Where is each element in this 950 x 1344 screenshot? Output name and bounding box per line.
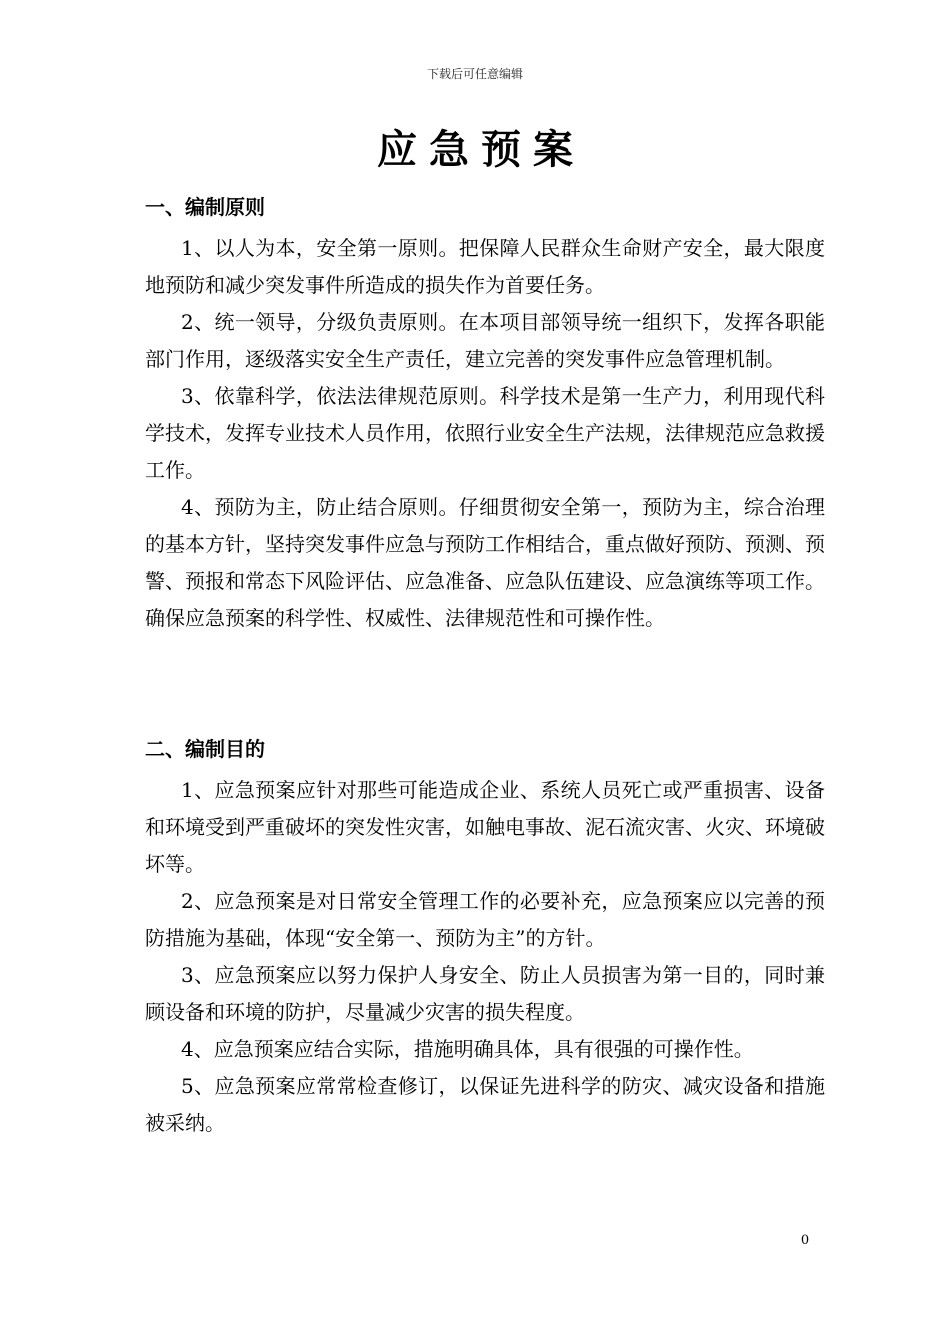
paragraph: 3、应急预案应以努力保护人身安全、防止人员损害为第一目的，同时兼顾设备和环境的防护，尽量减少灾害的损失程度。 — [145, 963, 825, 1024]
paragraph: 4、预防为主，防止结合原则。仔细贯彻安全第一，预防为主，综合治理的基本方针，坚持突发事件应急与预防工作相结合，重点做好预防、预测、预警、预报和常态下风险评估、应急准备、应急队伍建设、应急演练等项工作。确保应急预案的科学性、权威性、法律规范性和可操作性。 — [145, 495, 825, 630]
paragraph: 1、应急预案应针对那些可能造成企业、系统人员死亡或严重损害、设备和环境受到严重破坏的突发性灾害，如触电事故、泥石流灾害、火灾、环境破坏等。 — [145, 778, 825, 876]
paragraph: 2、统一领导，分级负责原则。在本项目部领导统一组织下，发挥各职能部门作用，逐级落实安全生产责任，建立完善的突发事件应急管理机制。 — [145, 310, 825, 371]
page-number: 0 — [800, 1233, 810, 1248]
paragraph: 5、应急预案应常常检查修订，以保证先进科学的防灾、减灾设备和措施被采纳。 — [145, 1074, 825, 1135]
section-purpose — [145, 732, 825, 1142]
header-note: 下载后可任意编辑 — [426, 67, 523, 81]
document-title: 应急预案 — [377, 127, 585, 173]
paragraph: 1、以人为本，安全第一原则。把保障人民群众生命财产安全，最大限度地预防和减少突发事件所造成的损失作为首要任务。 — [145, 236, 825, 297]
section-heading: 一、编制原则 — [145, 195, 265, 219]
paragraph: 2、应急预案是对日常安全管理工作的必要补充，应急预案应以完善的预防措施为基础，体现“安全第一、预防为主”的方针。 — [145, 889, 825, 950]
paragraph: 4、应急预案应结合实际，措施明确具体，具有很强的可操作性。 — [181, 1037, 754, 1061]
section-principles — [145, 190, 825, 637]
paragraph: 3、依靠科学，依法法律规范原则。科学技术是第一生产力，利用现代科学技术，发挥专业技术人员作用，依照行业安全生产法规，法律规范应急救援工作。 — [145, 384, 825, 482]
section-heading: 二、编制目的 — [145, 737, 265, 761]
